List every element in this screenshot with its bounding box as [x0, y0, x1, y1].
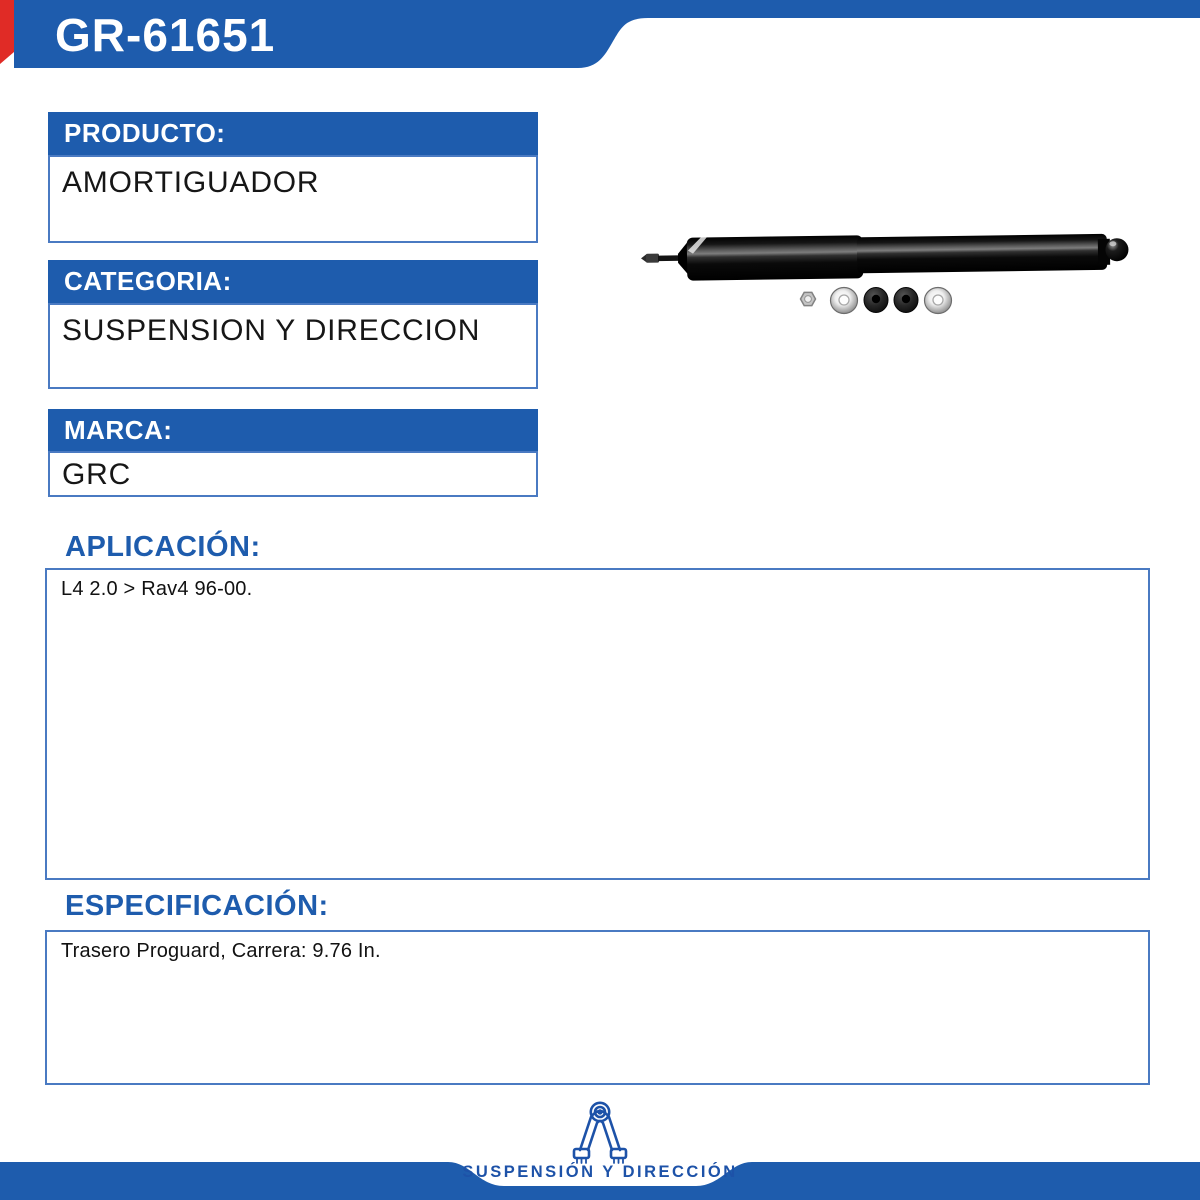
marca-label: MARCA:: [64, 414, 173, 445]
categoria-label: CATEGORIA:: [64, 266, 232, 296]
producto-header-bar: [48, 112, 538, 155]
especificacion-value: Trasero Proguard, Carrera: 9.76 In.: [61, 940, 381, 962]
header-red-accent: [0, 0, 14, 64]
marca-header-bar: [48, 409, 538, 451]
bushing-right: [894, 288, 918, 313]
producto-box: [48, 155, 538, 243]
marca-box: [48, 451, 538, 497]
producto-label: PRODUCTO:: [64, 118, 226, 148]
marca-value: GRC: [62, 458, 132, 491]
categoria-box: [48, 303, 538, 389]
aplicacion-heading: APLICACIÓN:: [65, 531, 261, 563]
washer-right: [925, 288, 952, 314]
footer-tagline: SUSPENSIÓN Y DIRECCIÓN: [462, 1163, 738, 1181]
aplicacion-value: L4 2.0 > Rav4 96-00.: [61, 578, 253, 600]
aplicacion-box: [45, 568, 1150, 880]
producto-value: AMORTIGUADOR: [62, 166, 320, 199]
mounting-hardware: [801, 288, 952, 314]
hex-nut: [801, 292, 816, 305]
bushing-left: [864, 288, 888, 313]
especificacion-heading: ESPECIFICACIÓN:: [65, 890, 329, 922]
shock-body: [641, 232, 1129, 282]
categoria-value: SUSPENSION Y DIRECCION: [62, 314, 481, 347]
control-arm-icon: [556, 1092, 644, 1166]
part-number-title: GR-61651: [55, 9, 276, 61]
especificacion-box: [45, 930, 1150, 1085]
categoria-header-bar: [48, 260, 538, 303]
shock-absorber-image: [630, 190, 1150, 320]
washer-left: [831, 288, 858, 314]
